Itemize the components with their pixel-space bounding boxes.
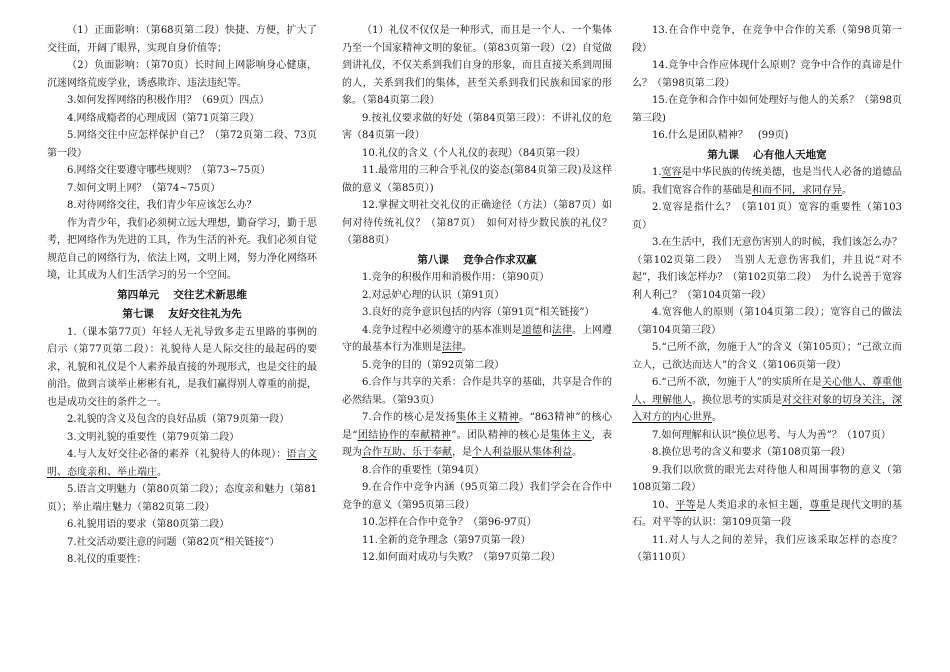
text-run: 1. xyxy=(652,167,662,178)
underlined-term: 道德 xyxy=(521,324,542,336)
paragraph: 2.礼貌的含义及包含的良好品质（第79页第一段） xyxy=(67,414,290,425)
underlined-term: 语言文明、态度亲和、举止端庄 xyxy=(47,449,318,478)
text-run: 。 xyxy=(462,342,472,353)
paragraph xyxy=(342,409,612,462)
section-heading: 第八课 竞争合作求双赢 xyxy=(417,253,537,266)
paragraph: （2）负面影响：（第70页）长时间上网影响身心健康，沉迷网络荒废学业，诱惑欺诈、违法违纪等。 xyxy=(47,60,317,89)
section-heading: 第九课 心有他人天地宽 xyxy=(707,148,827,161)
paragraph: 8.换位思考的含义和要求（第108页第一段） xyxy=(652,447,851,458)
paragraph: 15.在竞争和合作中如何处理好与他人的关系？（第98页第三段) xyxy=(632,95,902,124)
text-run: 。“863精神”的核心是“ xyxy=(342,412,613,441)
left-column xyxy=(47,22,317,569)
text-run: 。 xyxy=(842,184,852,196)
underlined-term: 平等 xyxy=(675,499,696,511)
text-run: 。 xyxy=(572,447,582,458)
paragraph: 6.网络交往要遵守哪些规则？（第73~75页） xyxy=(67,165,271,176)
paragraph: 8.合作的重要性（第94页） xyxy=(362,464,485,476)
paragraph: 1.竞争的积极作用和消极作用：（第90页） xyxy=(362,272,550,283)
paragraph: 16.什么是团队精神？ (99页) xyxy=(652,130,789,141)
paragraph: 9.我们以欣赏的眼光去对待他人和周围事物的意义（第108页第二段） xyxy=(632,464,902,493)
paragraph: 8.对待网络交往，我们青少年应该怎么办？ xyxy=(67,200,257,211)
paragraph xyxy=(632,374,902,427)
text-run: 和 xyxy=(541,324,552,336)
text-run: ，表现为 xyxy=(342,429,612,458)
paragraph: 11.对人与人之间的差异，我们应该采取怎样的态度？（第110页） xyxy=(632,534,902,563)
text-run: 7.合作的核心是发扬 xyxy=(362,412,457,423)
underlined-term: 集体主义精神 xyxy=(456,412,520,423)
underlined-term: 尊重 xyxy=(809,499,831,511)
paragraph: 8.礼仪的重要性： xyxy=(67,554,147,565)
paragraph: 5.语言文明魅力（第80页第二段）；态度亲和魅力（第81页）；举止端庄魅力（第82页第二段） xyxy=(47,484,317,513)
underlined-term: 集体主义 xyxy=(550,429,592,441)
paragraph: （1）礼仪不仅仅是一种形式，而且是一个人、一个集体乃至一个国家精神文明的象征。（第83页第一段）（2）自觉做到讲礼仪，不仅关系到我们自身的形象，而且直接关系到周围的人，关系到我们的集体，甚至关系到我们民族和国家的形象。（第84页第二段） xyxy=(342,25,612,106)
underlined-term: 团结协作的奉献精神 xyxy=(357,429,452,441)
underlined-term: 对交往对象的切身关注，深入对方的内心世界 xyxy=(632,394,902,423)
paragraph: 11.全新的竞争理念（第97页第一段） xyxy=(362,534,531,546)
paragraph: 3.如何发挥网络的积极作用？（69页）四点） xyxy=(67,95,270,106)
text-run: ，是 xyxy=(452,447,472,458)
paragraph: 4.网络成瘾者的心理成因（第71页第三段） xyxy=(67,112,260,124)
text-run: 6.“己所不欲，勿施于人”的实质所在是 xyxy=(652,377,822,388)
paragraph: 7.社交活动要注意的问题（第82页“相关链接”） xyxy=(67,536,280,548)
underlined-term: 合作互助、乐于奉献 xyxy=(362,447,452,458)
text-run: 4.竞争过程中必须遵守的基本准则是 xyxy=(362,324,522,336)
text-run: 4.与人友好交往必备的素养（礼貌待人的体现）： xyxy=(67,449,287,460)
middle-column xyxy=(342,22,612,567)
paragraph: 2.对忌妒心理的认识（第91页） xyxy=(362,289,505,301)
paragraph: 作为青少年，我们必须树立远大理想，勤奋学习，勤于思考，把网络作为先进的工具，作为生活的补充。我们必须自觉规范自己的网络行为，依法上网，文明上网，努力净化网络环境，让其成为人们生活学习的另一个空间。 xyxy=(47,217,317,281)
section-heading: 第七课 友好交往礼为先 xyxy=(122,308,242,320)
paragraph: 1.（课本第77页）年轻人无礼导致多走五里路的事例的启示（第77页第二段）：礼貌待人是人际交往的最起码的要求，礼貌和礼仪是个人素养最直接的外现形式，也是交往的最前沿。做到言谈举止彬彬有礼，是我们赢得别人尊重的前提，也是成功交往的条件之一。 xyxy=(47,326,317,408)
paragraph: 10.礼仪的含义（个人礼仪的表现）（84页第一段） xyxy=(362,147,586,159)
paragraph xyxy=(342,322,612,357)
underlined-term: 和而不同，求同存异 xyxy=(752,184,842,196)
paragraph: 3.良好的竞争意识包括的内容（第91页“相关链接”） xyxy=(362,307,595,318)
underlined-term: 宽容 xyxy=(661,167,682,178)
paragraph: （1）正面影响：（第68页第二段）快捷、方便，扩大了交往面，开阔了眼界，实现自身价值等； xyxy=(47,25,317,54)
paragraph: 4.宽容他人的原则（第104页第二段）；宽容自己的做法（第104页第三段） xyxy=(632,307,902,336)
paragraph: 3.文明礼貌的重要性（第79页第二段） xyxy=(67,431,240,443)
paragraph: 12.如何面对成功与失败？（第97页第二段） xyxy=(362,552,561,563)
paragraph: 7.如何理解和认识“换位思考、与人为善”？（107页） xyxy=(652,429,891,441)
text-run: 是人类追求的永恒主题， xyxy=(696,499,810,511)
underlined-term: 个人利益服从集体利益 xyxy=(472,447,572,458)
paragraph: 5.网络交往中应怎样保护自己？（第72页第二段、73页第一段） xyxy=(47,130,317,159)
underlined-term: 法律 xyxy=(551,324,572,336)
paragraph: 14.竞争中合作应体现什么原则？竞争中合作的真谛是什么？（第98页第二段） xyxy=(632,60,902,89)
text-run: 是中华民族的传统美德，也是当代人必备的道德品质。我们宽容合作的基础是 xyxy=(632,167,903,196)
paragraph: 13.在合作中竞争，在竞争中合作的关系（第98页第一段） xyxy=(632,25,902,54)
underlined-term: 法律 xyxy=(442,342,462,353)
text-run: 。 xyxy=(712,412,722,423)
paragraph xyxy=(632,164,902,199)
paragraph: 7.如何文明上网？（第74~75页） xyxy=(67,182,221,194)
text-run: 10、 xyxy=(652,499,676,511)
paragraph xyxy=(47,446,317,481)
paragraph: 3.在生活中，我们无意伤害别人的时候，我们该怎么办？（第102页第二段） 当别人无意伤害我们，并且说“对不起”，我们该怎样办？（第102页第二段） 为什么说善于宽容利人利己？（第104页第一段） xyxy=(632,237,902,301)
underlined-term: 关心他人、尊重他人、理解他人 xyxy=(632,377,903,406)
paragraph: 12.掌握文明社交礼仪的正确途径（方法）（第87页）如何对待传统礼仪？（第87页） 如何对待少数民族的礼仪？（第88页） xyxy=(342,200,612,246)
paragraph: 6.礼貌用语的要求（第80页第二段） xyxy=(67,519,230,530)
paragraph: 2.宽容是指什么？（第101页）宽容的重要性（第103页） xyxy=(632,202,902,231)
right-column xyxy=(632,22,902,567)
text-run: 是现代文明的基石。对平等的认识：第109页第一段 xyxy=(632,499,903,528)
paragraph: 10.怎样在合作中竞争？（第96-97页） xyxy=(362,517,537,528)
text-run: 。换位思考的实质是 xyxy=(692,394,782,406)
paragraph: 5.竞争的目的（第92页第二段） xyxy=(362,359,505,371)
paragraph: 9.按礼仪要求做的好处（第84页第三段）：不讲礼仪的危害（84页第一段） xyxy=(342,112,612,141)
text-run: ”。团队精神的核心是 xyxy=(451,429,551,441)
paragraph xyxy=(632,497,902,532)
text-run: 。 xyxy=(157,466,167,478)
paragraph: 6.合作与共享的关系：合作是共享的基础，共享是合作的必然结果。（第93页） xyxy=(342,377,612,406)
paragraph: 11.最常用的三种合乎礼仪的姿态(第84页第三段)及这样做的意义（第85页）) xyxy=(342,165,612,194)
paragraph: 5.“己所不欲，勿施于人”的含义（第105页）；“己欲立而立人，己欲达而达人”的含义（第106页第一段） xyxy=(632,342,902,371)
paragraph: 9.在合作中竞争内涵（95页第二段）我们学会在合作中竞争的意义（第95页第三段） xyxy=(342,482,612,511)
section-heading: 第四单元 交往艺术新思维 xyxy=(117,288,247,301)
text-run: 。上网遵守的最基本行为准则是 xyxy=(342,324,613,353)
